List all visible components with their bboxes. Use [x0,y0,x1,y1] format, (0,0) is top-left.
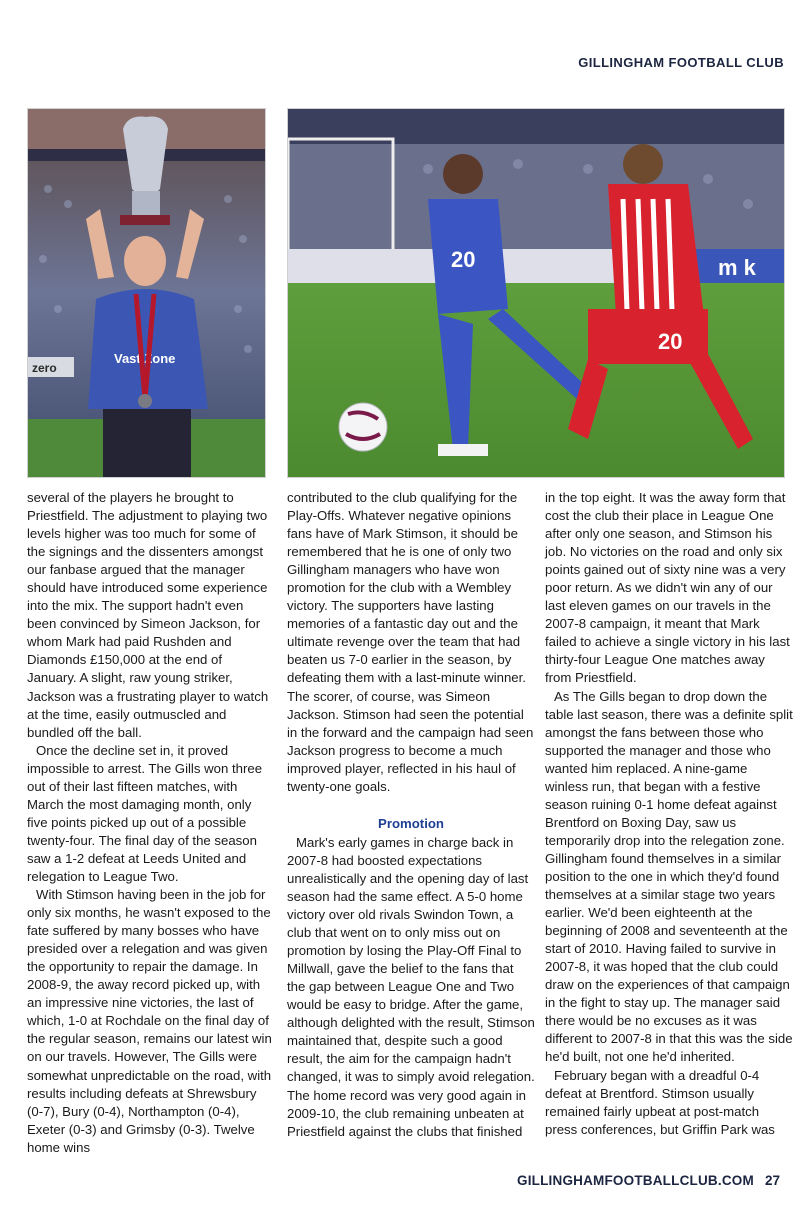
advert-board-text: m k [718,255,756,280]
article-paragraph: Mark's early games in charge back in 2007-8 had boosted expectations unrealistically and the opening day of last season had the same effect. A 5-0 home victory over old rivals Swindon Town, a club that went on to only miss out on promotion by losing the Play-Off Final to Millwall, gave the belief to the fans that the gap between League One and Two would be easy to bridge. After the game, although delighted with the result, Stimson maintained that, despite such a good result, the aim for the campaign hadn't changed, it was to simply avoid relegation. The home record was very good again in 2009-10, the club remaining unbeaten at Priestfield against the clubs that finished [287,834,535,1139]
article-column-3 [545,489,793,1139]
magazine-section-title: GILLINGHAM FOOTBALL CLUB [578,55,784,70]
blue-player-number: 20 [451,247,476,272]
article-paragraph: contributed to the club qualifying for the Play-Offs. Whatever negative opinions fans have of Mark Stimson, it should be remembered that he is one of only two Gillingham managers who have won promotion for the club with a Wembley victory. The supporters have lasting memories of a fantastic day out and the ultimate revenge over the team that had beaten us 7-0 earlier in the season, by defeating them with a last-minute winner. The scorer, of course, was Simeon Jackson. Stimson had seen the potential in the forward and the campaign had seen Jackson progress to become a much improved player, reflected in his haul of twenty-one goals. [287,490,534,794]
article-paragraph: several of the players he brought to Priestfield. The adjustment to playing two levels higher was too much for some of the signings and the dissenters amongst our fanbase argued that the manager should have introduced some experience into the mix. The support hadn't even been convinced by Simeon Jackson, for whom Mark had paid Rushden and Diamonds £150,000 at the end of January. A slight, raw young striker, Jackson was a frustrating player to watch at the time, easily outmuscled and bundled off the ball. [27,490,269,740]
article-column-2 [287,489,535,1141]
manager-trophy-photo [27,108,266,478]
page-number: 27 [765,1173,781,1188]
match-action-photo [287,108,785,478]
red-player-number: 20 [658,329,683,354]
article-paragraph: Once the decline set in, it proved impossible to arrest. The Gills won three out of their last fifteen matches, with March the most damaging month, only five points picked up out of a possible twenty-four. The final day of the season saw a 1-2 defeat at Leeds United and relegation to League Two. [27,742,263,884]
section-heading: Promotion [378,815,444,831]
article-paragraph: With Stimson having been in the job for only six months, he wasn't exposed to the fate suffered by many bosses who have presided over a relegation and was given the opportunity to repair the damage. In 2008-9, the away record picked up, with an impressive nine victories, the last of which, 1-0 at Rochdale on the final day of the regular season, remains our latest win on our travels. However, The Gills were somewhat unpredictable on the road, with results including defeats at Shrewsbury (0-7), Bury (0-4), Northampton (0-4), Exeter (0-3) and Grimsby (0-3). Twelve home wins [27,887,272,1155]
article-paragraph: in the top eight. It was the away form that cost the club their place in League One after only one season, and Stimson his job. No victories on the road and only six points gained out of sixty nine was a very poor return. As we didn't win any of our last eleven games on our travels in the 2007-8 campaign, it meant that Mark failed to achieve a single victory in his last thirty-four League One matches away from Priestfield. [545,490,790,686]
footer-website: GILLINGHAMFOOTBALLCLUB.COM [517,1173,754,1188]
article-paragraph: February began with a dreadful 0-4 defeat at Brentford. Stimson usually remained fairly upbeat at post-match press conferences, but Griffin Park was [545,1067,775,1137]
article-paragraph: As The Gills began to drop down the table last season, there was a definite split amongst the fans between those who supported the manager and those who wanted him replaced. A nine-game winless run, that began with a festive season ruining 0-1 home defeat against Brentford on Boxing Day, saw us temporarily drop into the relegation zone. Gillingham found themselves in a similar position to the one in which they'd found themselves at a similar stage two years earlier. We'd been eighteenth at the beginning of 2008 and seventeenth at the start of 2010. Having failed to survive in 2007-8, it was hoped that the club could draw on the experiences of that campaign in the fight to stay up. The manager said there would be no excuses as it was different to 2007-8 in that this was the side he'd built, not one he'd inherited. [545,688,793,1065]
stand-sign-text: zero [32,361,57,375]
shirt-sponsor-text: Vast Zone [114,351,176,366]
article-column-1 [27,489,275,1157]
